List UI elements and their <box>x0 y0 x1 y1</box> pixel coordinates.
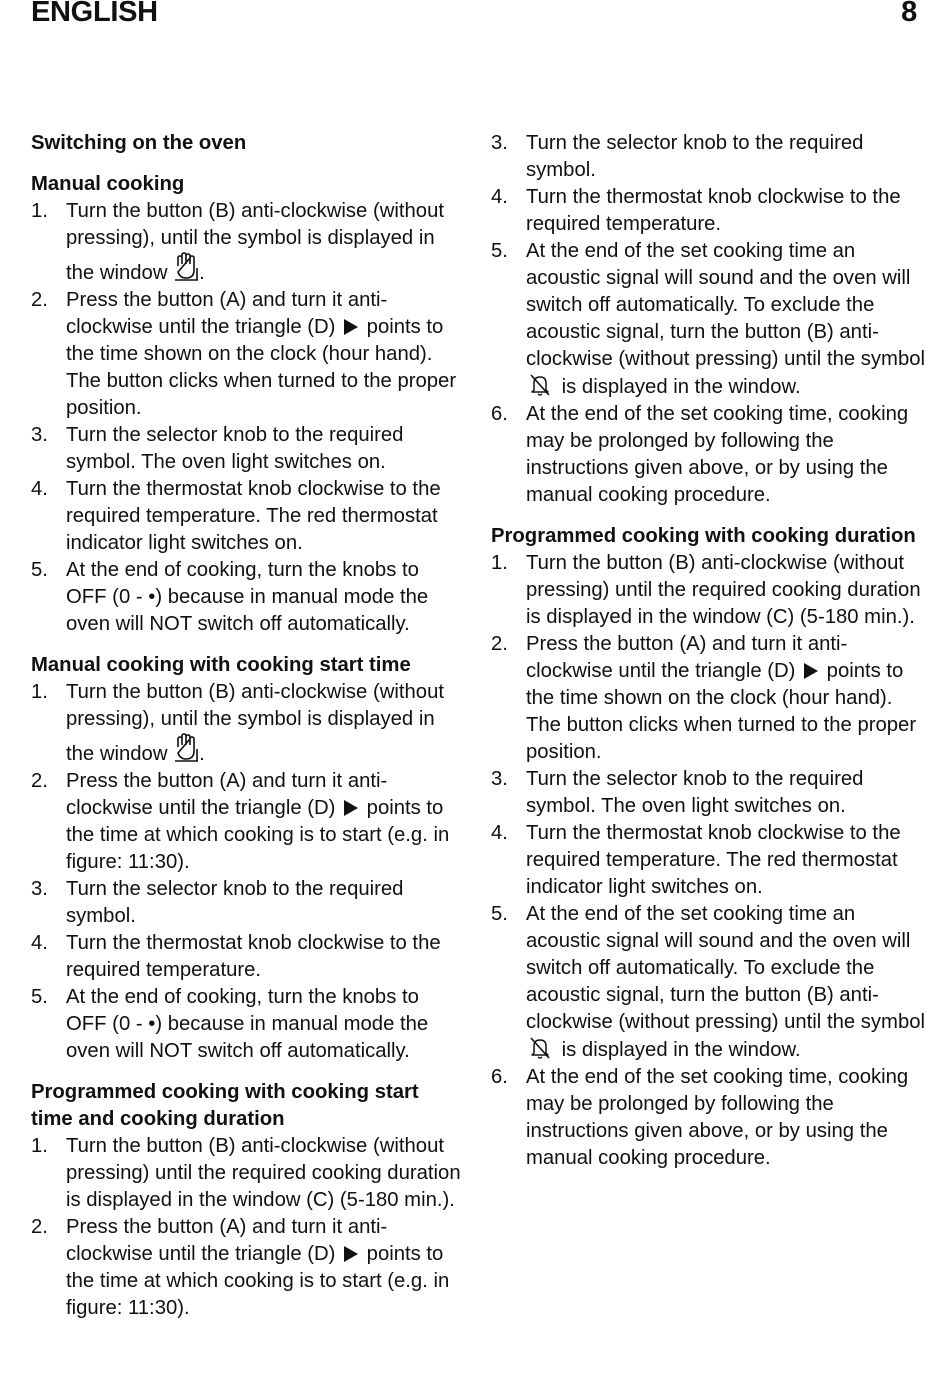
step-number: 6. <box>491 1066 508 1088</box>
step-number: 2. <box>31 289 48 311</box>
step-text: Turn the selector knob to the required symbol. The oven light switches on. <box>66 424 404 473</box>
list-item <box>491 1064 931 1172</box>
step-number: 3. <box>491 132 508 154</box>
list-item: 5. At the end of the set cooking time an acoustic signal will sound and the oven will switch off automatically. To exclude the acoustic signal, turn the button (B) anti-clockwise (without pressing) until the symbol is displayed in the window. <box>491 238 931 401</box>
step-text: At the end of the set cooking time an acoustic signal will sound and the oven will switch off automatically. To exclude the acoustic signal, turn the button (B) anti-clockwise (without pressing) until the symbol <box>526 903 926 1033</box>
list-item <box>491 550 931 631</box>
triangle-right-icon <box>343 800 358 816</box>
page-header <box>31 0 917 29</box>
step-text: At the end of cooking, turn the knobs to OFF (0 - •) because in manual mode the oven will NOT switch off automatically. <box>66 986 429 1062</box>
programmed-start-duration-section <box>31 1079 461 1322</box>
step-number: 5. <box>491 240 508 262</box>
step-number: 2. <box>491 633 508 655</box>
step-text: Press the button (A) and turn it anti-clockwise until the triangle (D) <box>526 633 848 682</box>
list-item <box>31 930 461 984</box>
step-number: 6. <box>491 403 508 425</box>
manual-cooking-section <box>31 171 461 638</box>
list-item: 1. Turn the button (B) anti-clockwise (without pressing), until the symbol is displayed in the window . <box>31 679 461 768</box>
step-number: 4. <box>491 186 508 208</box>
step-text: Press the button (A) and turn it anti-clockwise until the triangle (D) <box>66 1216 388 1265</box>
step-text: Turn the thermostat knob clockwise to the required temperature. The red thermostat indicator light switches on. <box>66 478 441 554</box>
list-item <box>31 1133 461 1214</box>
triangle-right-icon <box>343 1246 358 1262</box>
step-text: At the end of the set cooking time an acoustic signal will sound and the oven will switch off automatically. To exclude the acoustic signal, turn the button (B) anti-clockwise (without pressing) until the symbol <box>526 240 926 370</box>
triangle-right-icon <box>343 319 358 335</box>
step-number: 1. <box>491 552 508 574</box>
section-heading: Manual cooking <box>31 173 185 195</box>
list-item: 2. Press the button (A) and turn it anti-clockwise until the triangle (D) points to the time at which cooking is to start (e.g. in figure: 11:30). <box>31 768 461 876</box>
step-text: At the end of the set cooking time, cooking may be prolonged by following the instructions given above, or by using the manual cooking procedure. <box>526 403 909 506</box>
step-text: Turn the thermostat knob clockwise to the required temperature. The red thermostat indicator light switches on. <box>526 822 901 898</box>
bell-crossed-icon <box>528 373 552 397</box>
hand-icon <box>175 252 199 282</box>
triangle-right-icon <box>803 663 818 679</box>
list-item <box>31 557 461 638</box>
steps-list <box>491 550 931 1172</box>
section-title: Switching on the oven <box>31 132 247 154</box>
bell-crossed-icon <box>528 1036 552 1060</box>
step-number: 1. <box>31 200 48 222</box>
step-text: At the end of the set cooking time, cooking may be prolonged by following the instructions given above, or by using the manual cooking procedure. <box>526 1066 909 1169</box>
hand-icon <box>175 733 199 763</box>
list-item <box>31 984 461 1065</box>
step-text: Turn the button (B) anti-clockwise (without pressing), until the symbol is displayed in the window <box>66 200 444 284</box>
steps-list <box>491 130 931 509</box>
step-text: Turn the button (B) anti-clockwise (without pressing) until the required cooking duration is displayed in the window (C) (5-180 min.). <box>66 1135 461 1211</box>
left-column <box>31 130 461 1336</box>
step-number: 5. <box>31 559 48 581</box>
steps-list <box>31 1133 461 1322</box>
step-number: 2. <box>31 1216 48 1238</box>
step-number: 5. <box>31 986 48 1008</box>
step-text: At the end of cooking, turn the knobs to OFF (0 - •) because in manual mode the oven will NOT switch off automatically. <box>66 559 429 635</box>
list-item <box>491 820 931 901</box>
step-number: 4. <box>491 822 508 844</box>
step-number: 1. <box>31 681 48 703</box>
section-heading: Manual cooking with cooking start time <box>31 654 411 676</box>
manual-cooking-start-time-section <box>31 652 461 1065</box>
step-text: Turn the thermostat knob clockwise to the required temperature. <box>66 932 441 981</box>
page-number: 8 <box>901 0 917 28</box>
step-number: 2. <box>31 770 48 792</box>
list-item: 5. At the end of the set cooking time an acoustic signal will sound and the oven will switch off automatically. To exclude the acoustic signal, turn the button (B) anti-clockwise (without pressing) until the symbol is displayed in the window. <box>491 901 931 1064</box>
list-item: 2. Press the button (A) and turn it anti-clockwise until the triangle (D) points to the time shown on the clock (hour hand). The button clicks when turned to the proper position. <box>491 631 931 766</box>
list-item <box>31 476 461 557</box>
step-number: 4. <box>31 478 48 500</box>
list-item: 1. Turn the button (B) anti-clockwise (without pressing), until the symbol is displayed in the window . <box>31 198 461 287</box>
list-item <box>31 876 461 930</box>
list-item: 2. Press the button (A) and turn it anti-clockwise until the triangle (D) points to the time shown on the clock (hour hand). The button clicks when turned to the proper position. <box>31 287 461 422</box>
continued-steps-section <box>491 130 931 509</box>
step-text: Turn the thermostat knob clockwise to the required temperature. <box>526 186 901 235</box>
section-heading: Programmed cooking with cooking start time and cooking duration <box>31 1081 419 1130</box>
right-column <box>491 130 931 1186</box>
list-item: 2. Press the button (A) and turn it anti-clockwise until the triangle (D) points to the time at which cooking is to start (e.g. in figure: 11:30). <box>31 1214 461 1322</box>
language-label: ENGLISH <box>31 0 158 28</box>
list-item <box>491 130 931 184</box>
step-text: Press the button (A) and turn it anti-clockwise until the triangle (D) <box>66 770 388 819</box>
step-number: 3. <box>491 768 508 790</box>
step-number: 3. <box>31 424 48 446</box>
step-text: Turn the selector knob to the required symbol. <box>526 132 864 181</box>
programmed-duration-section <box>491 523 931 1172</box>
list-item <box>491 184 931 238</box>
list-item <box>491 766 931 820</box>
step-text: Turn the selector knob to the required symbol. <box>66 878 404 927</box>
step-text: Turn the button (B) anti-clockwise (without pressing) until the required cooking duration is displayed in the window (C) (5-180 min.). <box>526 552 921 628</box>
steps-list <box>31 198 461 638</box>
list-item <box>491 401 931 509</box>
step-number: 4. <box>31 932 48 954</box>
list-item <box>31 422 461 476</box>
section-heading: Programmed cooking with cooking duration <box>491 525 916 547</box>
step-number: 5. <box>491 903 508 925</box>
step-number: 1. <box>31 1135 48 1157</box>
step-number: 3. <box>31 878 48 900</box>
step-text: Turn the button (B) anti-clockwise (without pressing), until the symbol is displayed in the window <box>66 681 444 765</box>
steps-list <box>31 679 461 1065</box>
step-text: Turn the selector knob to the required symbol. The oven light switches on. <box>526 768 864 817</box>
step-text: Press the button (A) and turn it anti-clockwise until the triangle (D) <box>66 289 388 338</box>
